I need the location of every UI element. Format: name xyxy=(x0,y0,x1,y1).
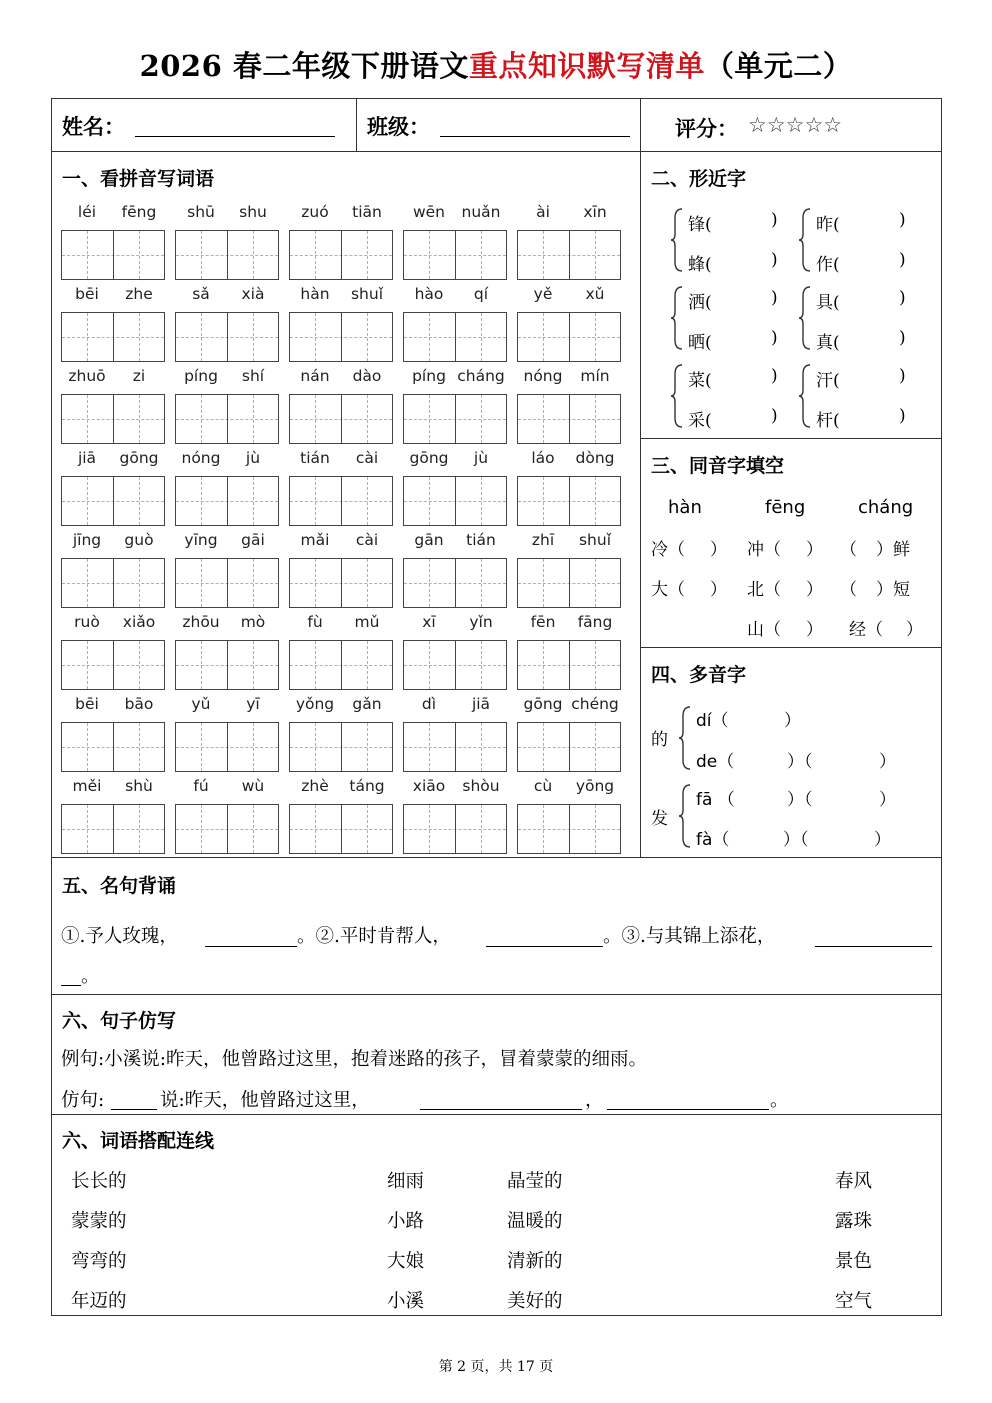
pinyin-syllable: shí xyxy=(241,367,265,385)
writing-box[interactable] xyxy=(289,804,393,854)
writing-box[interactable] xyxy=(175,476,279,526)
pinyin-syllable: xiāo xyxy=(412,777,446,795)
polyphone-2b-end: ） xyxy=(874,830,891,850)
match-word[interactable]: 晶莹的 xyxy=(507,1171,563,1192)
similar-char: 采( xyxy=(688,411,712,431)
page-number: 第 2 页，共 17 页 xyxy=(438,1359,554,1375)
polyphone-char-2: 发 xyxy=(651,809,668,829)
writing-box[interactable] xyxy=(517,230,621,280)
polyphone-1b: de（ xyxy=(696,752,735,772)
pinyin-syllable: sǎ xyxy=(192,285,210,303)
polyphone-1a-end: ） xyxy=(784,711,801,731)
similar-char-close[interactable]: ) xyxy=(771,366,778,386)
score-label: 评分： xyxy=(675,116,738,141)
class-label: 班级： xyxy=(367,114,430,139)
pinyin-syllable: fù xyxy=(307,613,323,631)
pinyin-syllable: tián xyxy=(466,531,496,549)
similar-char: 作( xyxy=(816,255,840,275)
match-word[interactable]: 大娘 xyxy=(387,1251,425,1272)
pinyin-syllable: láo xyxy=(531,449,555,467)
pinyin-syllable: fú xyxy=(193,777,209,795)
imitate-blank-3[interactable] xyxy=(607,1109,769,1110)
frame-sec6-bottom xyxy=(51,1114,942,1115)
pinyin-syllable: zhè xyxy=(301,777,329,795)
similar-char-close[interactable]: ) xyxy=(899,328,906,348)
similar-char: 洒( xyxy=(688,293,712,313)
match-word[interactable]: 温暖的 xyxy=(507,1211,563,1232)
quote-3-blank-b[interactable] xyxy=(61,985,81,986)
pinyin-syllable: bēi xyxy=(75,285,99,303)
similar-char-close[interactable]: ) xyxy=(771,288,778,308)
pinyin-syllable: mín xyxy=(580,367,610,385)
writing-box[interactable] xyxy=(403,230,507,280)
score-stars[interactable]: ☆☆☆☆☆ xyxy=(748,113,843,137)
writing-box[interactable] xyxy=(289,230,393,280)
homophone-r2-d: ） xyxy=(806,580,823,600)
writing-box[interactable] xyxy=(517,312,621,362)
pinyin-syllable: tián xyxy=(300,449,330,467)
pinyin-syllable: wù xyxy=(241,777,265,795)
similar-char-close[interactable]: ) xyxy=(899,250,906,270)
homophone-r2-f: ）短 xyxy=(876,580,910,600)
writing-box[interactable] xyxy=(61,804,165,854)
polyphone-2a: fā （ xyxy=(696,790,735,810)
similar-char: 具( xyxy=(816,293,840,313)
pinyin-syllable: fēn xyxy=(530,613,556,631)
frame-sec2-bottom xyxy=(640,438,942,439)
writing-box[interactable] xyxy=(175,640,279,690)
imitate-label: 仿句: xyxy=(61,1090,105,1111)
pinyin-syllable: yǐn xyxy=(469,613,493,631)
writing-box[interactable] xyxy=(403,476,507,526)
pinyin-syllable: bāo xyxy=(124,695,154,713)
name-label: 姓名： xyxy=(62,114,125,139)
class-field[interactable] xyxy=(440,136,630,137)
pinyin-syllable: jiā xyxy=(77,449,97,467)
match-word[interactable]: 蒙蒙的 xyxy=(71,1211,127,1232)
writing-box[interactable] xyxy=(175,394,279,444)
sec2-title: 二、形近字 xyxy=(651,168,747,190)
pinyin-syllable: mǔ xyxy=(354,613,380,631)
pinyin-syllable: píng xyxy=(412,367,446,385)
homophone-pinyin-2: fēng xyxy=(765,497,806,518)
imitate-period: 。 xyxy=(770,1090,789,1111)
pinyin-syllable: mǎi xyxy=(300,531,330,549)
pinyin-syllable: táng xyxy=(349,777,385,795)
similar-char: 汗( xyxy=(816,371,840,391)
pinyin-syllable: nán xyxy=(300,367,330,385)
homophone-r1-a: 冷（ xyxy=(651,540,685,560)
pinyin-syllable: xià xyxy=(241,285,265,303)
homophone-r1-c: 冲（ xyxy=(747,540,781,560)
writing-box[interactable] xyxy=(61,476,165,526)
writing-box[interactable] xyxy=(403,804,507,854)
writing-box[interactable] xyxy=(175,230,279,280)
quote-3-blank-a[interactable] xyxy=(815,946,932,947)
polyphone-1b-end: ） xyxy=(879,752,896,772)
frame-right xyxy=(941,98,942,1315)
polyphone-2a-mid: ）（ xyxy=(787,790,813,810)
match-word[interactable]: 小路 xyxy=(387,1211,425,1232)
writing-box[interactable] xyxy=(289,476,393,526)
pinyin-syllable: hào xyxy=(414,285,444,303)
pinyin-syllable: yǒng xyxy=(295,695,335,713)
pinyin-syllable: nóng xyxy=(523,367,563,385)
homophone-r1-e: （ xyxy=(840,540,857,560)
pinyin-syllable: ài xyxy=(536,203,550,221)
polyphone-2b: fà（ xyxy=(696,830,730,850)
pinyin-syllable: cài xyxy=(355,449,379,467)
pinyin-syllable: měi xyxy=(72,777,102,795)
title-grade: 春二年级下册语文 xyxy=(232,49,469,83)
homophone-r1-f: ）鲜 xyxy=(876,540,910,560)
pinyin-syllable: zi xyxy=(132,367,146,385)
writing-box[interactable] xyxy=(61,230,165,280)
polyphone-2a-end: ） xyxy=(879,790,896,810)
writing-box[interactable] xyxy=(175,312,279,362)
similar-char: 菜( xyxy=(688,371,712,391)
writing-box[interactable] xyxy=(61,640,165,690)
polyphone-brace-2 xyxy=(678,784,692,848)
polyphone-1b-mid: ）（ xyxy=(787,752,813,772)
similar-char-close[interactable]: ) xyxy=(771,210,778,230)
writing-box[interactable] xyxy=(61,722,165,772)
quote-2-blank[interactable] xyxy=(486,946,603,947)
pinyin-syllable: zhōu xyxy=(182,613,220,631)
pinyin-syllable: mò xyxy=(240,613,266,631)
similar-char: 锋( xyxy=(688,215,712,235)
quote-1: ①.予人玫瑰， xyxy=(61,926,178,947)
pinyin-syllable: zhuō xyxy=(68,367,106,385)
homophone-r3-c: 经（ xyxy=(849,620,883,640)
pinyin-syllable: guò xyxy=(124,531,154,549)
writing-box[interactable] xyxy=(61,312,165,362)
writing-box[interactable] xyxy=(289,394,393,444)
homophone-r3-d: ） xyxy=(906,620,923,640)
polyphone-1a: dí（ xyxy=(696,711,729,731)
writing-box[interactable] xyxy=(175,558,279,608)
pinyin-syllable: yě xyxy=(533,285,553,303)
writing-box[interactable] xyxy=(175,722,279,772)
pinyin-syllable: shuǐ xyxy=(578,531,612,549)
page-title xyxy=(0,44,992,85)
writing-box[interactable] xyxy=(403,640,507,690)
writing-box[interactable] xyxy=(517,722,621,772)
pinyin-syllable: cù xyxy=(533,777,553,795)
pinyin-syllable: shū xyxy=(187,203,215,221)
match-word[interactable]: 露珠 xyxy=(835,1211,873,1232)
quote-end: 。 xyxy=(81,966,100,987)
match-word[interactable]: 空气 xyxy=(835,1291,873,1312)
brace-icon xyxy=(798,364,812,428)
frame-sec5-bottom xyxy=(51,994,942,995)
pinyin-syllable: jīng xyxy=(72,531,102,549)
match-word[interactable]: 清新的 xyxy=(507,1251,563,1272)
pinyin-syllable: fāng xyxy=(577,613,613,631)
match-word[interactable]: 春风 xyxy=(835,1171,873,1192)
match-word[interactable]: 弯弯的 xyxy=(71,1251,127,1272)
pinyin-syllable: qí xyxy=(473,285,489,303)
pinyin-syllable: xiǎo xyxy=(122,613,156,631)
pinyin-syllable: fēng xyxy=(121,203,157,221)
writing-box[interactable] xyxy=(403,312,507,362)
sec6-title: 六、句子仿写 xyxy=(62,1010,177,1032)
pinyin-syllable: nuǎn xyxy=(461,203,501,221)
brace-icon xyxy=(798,286,812,350)
pinyin-syllable: shù xyxy=(125,777,153,795)
frame-bottom xyxy=(51,1315,942,1316)
title-highlight: 重点知识默写清单 xyxy=(468,49,705,83)
pinyin-syllable: dòng xyxy=(575,449,615,467)
pinyin-syllable: yīng xyxy=(184,531,218,549)
pinyin-syllable: gōng xyxy=(119,449,159,467)
sec3-title: 三、同音字填空 xyxy=(651,455,785,477)
brace-icon xyxy=(670,208,684,272)
similar-char-close[interactable]: ) xyxy=(899,406,906,426)
pinyin-syllable: gāi xyxy=(241,531,265,549)
pinyin-syllable: píng xyxy=(184,367,218,385)
frame-header-div1 xyxy=(356,98,357,151)
writing-box[interactable] xyxy=(517,640,621,690)
writing-box[interactable] xyxy=(289,722,393,772)
match-word[interactable]: 景色 xyxy=(835,1251,873,1272)
homophone-pinyin-3: cháng xyxy=(858,497,914,518)
pinyin-syllable: shòu xyxy=(462,777,500,795)
match-word[interactable]: 小溪 xyxy=(387,1291,425,1312)
sec4-title: 四、多音字 xyxy=(651,664,747,686)
title-unit: （单元二） xyxy=(704,49,853,83)
match-word[interactable]: 长长的 xyxy=(71,1171,127,1192)
similar-char: 杆( xyxy=(816,411,840,431)
title-year: 2026 xyxy=(139,49,223,83)
homophone-r2-a: 大（ xyxy=(651,580,685,600)
similar-char-close[interactable]: ) xyxy=(899,210,906,230)
homophone-r1-d: ） xyxy=(806,540,823,560)
pinyin-syllable: yī xyxy=(246,695,260,713)
pinyin-syllable: jiā xyxy=(471,695,491,713)
writing-box[interactable] xyxy=(61,394,165,444)
homophone-r3-a: 山（ xyxy=(747,620,781,640)
similar-char-close[interactable]: ) xyxy=(899,288,906,308)
match-word[interactable]: 美好的 xyxy=(507,1291,563,1312)
sec5-title: 五、名句背诵 xyxy=(62,875,177,897)
homophone-pinyin-1: hàn xyxy=(668,497,702,518)
match-word[interactable]: 年迈的 xyxy=(71,1291,127,1312)
frame-left xyxy=(51,98,52,1315)
writing-box[interactable] xyxy=(61,558,165,608)
pinyin-syllable: jù xyxy=(245,449,261,467)
pinyin-syllable: chéng xyxy=(571,695,619,713)
polyphone-2b-mid: ）（ xyxy=(783,830,809,850)
pinyin-syllable: zhe xyxy=(125,285,153,303)
brace-icon xyxy=(670,364,684,428)
homophone-r1-b: ） xyxy=(710,540,727,560)
writing-box[interactable] xyxy=(289,558,393,608)
pinyin-syllable: bēi xyxy=(75,695,99,713)
pinyin-syllable: shu xyxy=(239,203,267,221)
similar-char-close[interactable]: ) xyxy=(771,406,778,426)
pinyin-syllable: gōng xyxy=(523,695,563,713)
pinyin-syllable: léi xyxy=(77,203,97,221)
frame-header-bottom xyxy=(51,151,942,152)
pinyin-syllable: xī xyxy=(422,613,436,631)
pinyin-syllable: wēn xyxy=(412,203,446,221)
pinyin-syllable: shuǐ xyxy=(350,285,384,303)
frame-sec1-bottom xyxy=(51,857,942,858)
writing-box[interactable] xyxy=(403,722,507,772)
similar-char-close[interactable]: ) xyxy=(771,328,778,348)
pinyin-syllable: xǔ xyxy=(585,285,605,303)
name-field[interactable] xyxy=(135,136,335,137)
similar-char: 晒( xyxy=(688,333,712,353)
pinyin-syllable: tiān xyxy=(352,203,382,221)
writing-box[interactable] xyxy=(517,476,621,526)
match-word[interactable]: 细雨 xyxy=(387,1171,425,1192)
similar-char-close[interactable]: ) xyxy=(771,250,778,270)
writing-box[interactable] xyxy=(403,558,507,608)
sec1-title: 一、看拼音写词语 xyxy=(62,168,215,190)
homophone-r2-c: 北（ xyxy=(747,580,781,600)
imitate-blank-2[interactable] xyxy=(420,1109,582,1110)
brace-icon xyxy=(670,286,684,350)
pinyin-syllable: jù xyxy=(473,449,489,467)
pinyin-syllable: ruò xyxy=(74,613,100,631)
imitate-text: 说:昨天，他曾路过这里， xyxy=(160,1090,370,1111)
sec7-title: 六、词语搭配连线 xyxy=(62,1130,215,1152)
imitate-comma: ， xyxy=(585,1090,604,1111)
quote-2: 。②.平时肯帮人， xyxy=(297,926,451,947)
brace-icon xyxy=(798,208,812,272)
pinyin-syllable: cháng xyxy=(457,367,505,385)
quote-1-blank[interactable] xyxy=(205,946,297,947)
polyphone-char-1: 的 xyxy=(651,730,668,750)
pinyin-syllable: zuó xyxy=(301,203,329,221)
pinyin-syllable: nóng xyxy=(181,449,221,467)
pinyin-syllable: cài xyxy=(355,531,379,549)
frame-sec3-bottom xyxy=(640,647,942,648)
frame-col-div xyxy=(640,98,641,857)
writing-box[interactable] xyxy=(289,312,393,362)
frame-top xyxy=(51,98,942,99)
writing-box[interactable] xyxy=(517,394,621,444)
writing-box[interactable] xyxy=(403,394,507,444)
pinyin-syllable: gǎn xyxy=(352,695,382,713)
writing-box[interactable] xyxy=(517,558,621,608)
quote-3: 。③.与其锦上添花， xyxy=(603,926,776,947)
similar-char: 蜂( xyxy=(688,255,712,275)
example-sentence: 例句:小溪说:昨天，他曾路过这里，抱着迷路的孩子，冒着蒙蒙的细雨。 xyxy=(61,1049,647,1070)
imitate-blank-1[interactable] xyxy=(111,1109,157,1110)
pinyin-syllable: dì xyxy=(421,695,437,713)
homophone-r3-b: ） xyxy=(806,620,823,640)
pinyin-syllable: hàn xyxy=(300,285,330,303)
pinyin-syllable: xīn xyxy=(583,203,607,221)
similar-char: 昨( xyxy=(816,215,840,235)
pinyin-syllable: dào xyxy=(352,367,382,385)
similar-char: 真( xyxy=(816,333,840,353)
pinyin-syllable: yǔ xyxy=(191,695,211,713)
writing-box[interactable] xyxy=(289,640,393,690)
pinyin-syllable: gān xyxy=(414,531,444,549)
pinyin-syllable: gōng xyxy=(409,449,449,467)
pinyin-syllable: yōng xyxy=(575,777,615,795)
similar-char-close[interactable]: ) xyxy=(899,366,906,386)
writing-box[interactable] xyxy=(175,804,279,854)
writing-box[interactable] xyxy=(517,804,621,854)
homophone-r2-b: ） xyxy=(710,580,727,600)
polyphone-brace-1 xyxy=(678,706,692,770)
pinyin-syllable: zhī xyxy=(531,531,555,549)
homophone-r2-e: （ xyxy=(840,580,857,600)
